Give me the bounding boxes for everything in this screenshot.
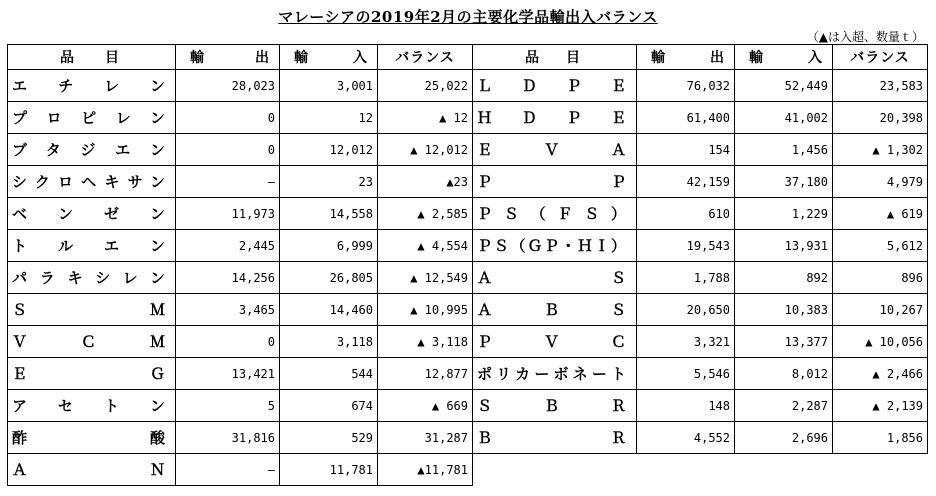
balance-value-right: 4,979: [833, 166, 928, 198]
balance-value-left: ▲ 2,585: [378, 198, 473, 230]
export-value-right: 61,400: [637, 102, 735, 134]
balance-value-left: 12,877: [378, 358, 473, 390]
header-balance-left: バランス: [378, 45, 473, 70]
balance-value-left: 25,022: [378, 70, 473, 102]
header-row: [8, 45, 928, 70]
import-value-left: 544: [280, 358, 378, 390]
import-value-right: 2,696: [735, 422, 833, 454]
balance-value-left: ▲ 10,995: [378, 294, 473, 326]
table-row: [8, 70, 928, 102]
product-name-left: 酢酸: [8, 422, 176, 454]
import-value-right: 1,456: [735, 134, 833, 166]
product-name-left: ＥＧ: [8, 358, 176, 390]
import-value-left: 23: [280, 166, 378, 198]
product-name-right: ＡＳ: [473, 262, 637, 294]
header-export-left: 輸 出: [176, 45, 280, 70]
export-value-left: 0: [176, 326, 280, 358]
import-value-left: 3,118: [280, 326, 378, 358]
product-name-right: ＢＲ: [473, 422, 637, 454]
table-row: [8, 230, 928, 262]
import-value-right: 13,931: [735, 230, 833, 262]
export-value-right: 3,321: [637, 326, 735, 358]
export-value-left: 11,973: [176, 198, 280, 230]
page-title-text: マレーシアの2019年2月の主要化学品輸出入バランス: [278, 8, 658, 26]
import-value-left: 6,999: [280, 230, 378, 262]
product-name-right: ＥＶＡ: [473, 134, 637, 166]
balance-table: [7, 44, 928, 486]
import-value-left: 674: [280, 390, 378, 422]
import-value-right: 41,002: [735, 102, 833, 134]
export-value-left: 2,445: [176, 230, 280, 262]
product-name-left: プロピレン: [8, 102, 176, 134]
export-value-right: 1,788: [637, 262, 735, 294]
import-value-right: 37,180: [735, 166, 833, 198]
product-name-left: ＶＣＭ: [8, 326, 176, 358]
product-name-right: ＰＳ（ＧＰ・ＨＩ）: [473, 230, 637, 262]
export-value-left: 14,256: [176, 262, 280, 294]
export-value-right: 42,159: [637, 166, 735, 198]
export-value-left: 31,816: [176, 422, 280, 454]
header-item-right: 品 目: [473, 45, 637, 70]
balance-value-left: ▲ 12: [378, 102, 473, 134]
balance-value-right: ▲ 2,139: [833, 390, 928, 422]
product-name-right: ＨＤＰＥ: [473, 102, 637, 134]
balance-value-right: ▲ 1,302: [833, 134, 928, 166]
export-value-right: 148: [637, 390, 735, 422]
product-name-right: ＡＢＳ: [473, 294, 637, 326]
header-import-left: 輸 入: [280, 45, 378, 70]
table-row: [8, 326, 928, 358]
balance-value-left: ▲23: [378, 166, 473, 198]
import-value-left: 12,012: [280, 134, 378, 166]
export-value-right: 610: [637, 198, 735, 230]
import-value-right: 2,287: [735, 390, 833, 422]
balance-value-right: ▲ 10,056: [833, 326, 928, 358]
table-row: [8, 422, 928, 454]
table-row: [8, 166, 928, 198]
export-value-left: —: [176, 454, 280, 486]
import-value-left: 12: [280, 102, 378, 134]
import-value-right: 892: [735, 262, 833, 294]
product-name-right: ＳＢＲ: [473, 390, 637, 422]
table-row: [8, 294, 928, 326]
balance-value-right: 23,583: [833, 70, 928, 102]
header-item-left: 品 目: [8, 45, 176, 70]
unit-note: （▲は入超、数量ｔ）: [806, 30, 924, 44]
import-value-left: 3,001: [280, 70, 378, 102]
product-name-left: トルエン: [8, 230, 176, 262]
product-name-right: ＰＳ（ＦＳ）: [473, 198, 637, 230]
product-name-left: ＳＭ: [8, 294, 176, 326]
balance-value-right: 20,398: [833, 102, 928, 134]
empty-cell: [473, 454, 928, 486]
product-name-left: シクロヘキサン: [8, 166, 176, 198]
product-name-left: ベンゼン: [8, 198, 176, 230]
table-row: [8, 262, 928, 294]
export-value-left: —: [176, 166, 280, 198]
import-value-left: 529: [280, 422, 378, 454]
export-value-left: 5: [176, 390, 280, 422]
header-export-right: 輸 出: [637, 45, 735, 70]
table-row: [8, 390, 928, 422]
balance-value-right: ▲ 2,466: [833, 358, 928, 390]
balance-value-right: 10,267: [833, 294, 928, 326]
product-name-left: アセトン: [8, 390, 176, 422]
header-balance-right: バランス: [833, 45, 928, 70]
export-value-left: 0: [176, 134, 280, 166]
export-value-right: 19,543: [637, 230, 735, 262]
import-value-right: 8,012: [735, 358, 833, 390]
import-value-right: 10,383: [735, 294, 833, 326]
product-name-right: ポリカーボネート: [473, 358, 637, 390]
export-value-right: 4,552: [637, 422, 735, 454]
balance-value-left: ▲11,781: [378, 454, 473, 486]
product-name-left: エチレン: [8, 70, 176, 102]
export-value-left: 13,421: [176, 358, 280, 390]
import-value-left: 26,805: [280, 262, 378, 294]
table-row: [8, 454, 928, 486]
balance-value-right: 5,612: [833, 230, 928, 262]
balance-value-left: ▲ 4,554: [378, 230, 473, 262]
table-row: [8, 198, 928, 230]
balance-value-right: ▲ 619: [833, 198, 928, 230]
balance-value-left: ▲ 3,118: [378, 326, 473, 358]
import-value-right: 52,449: [735, 70, 833, 102]
product-name-right: ＬＤＰＥ: [473, 70, 637, 102]
table-row: [8, 102, 928, 134]
export-value-right: 5,546: [637, 358, 735, 390]
export-value-left: 28,023: [176, 70, 280, 102]
import-value-right: 1,229: [735, 198, 833, 230]
product-name-left: パラキシレン: [8, 262, 176, 294]
balance-value-right: 1,856: [833, 422, 928, 454]
balance-value-right: 896: [833, 262, 928, 294]
product-name-left: ＡＮ: [8, 454, 176, 486]
import-value-left: 14,460: [280, 294, 378, 326]
product-name-right: ＰＰ: [473, 166, 637, 198]
balance-value-left: ▲ 669: [378, 390, 473, 422]
balance-value-left: ▲ 12,012: [378, 134, 473, 166]
page-title: [0, 6, 936, 27]
export-value-left: 3,465: [176, 294, 280, 326]
product-name-left: ブタジエン: [8, 134, 176, 166]
export-value-left: 0: [176, 102, 280, 134]
import-value-right: 13,377: [735, 326, 833, 358]
export-value-right: 20,650: [637, 294, 735, 326]
table-row: [8, 358, 928, 390]
table-row: [8, 134, 928, 166]
export-value-right: 154: [637, 134, 735, 166]
balance-value-left: 31,287: [378, 422, 473, 454]
export-value-right: 76,032: [637, 70, 735, 102]
header-import-right: 輸 入: [735, 45, 833, 70]
import-value-left: 11,781: [280, 454, 378, 486]
import-value-left: 14,558: [280, 198, 378, 230]
balance-value-left: ▲ 12,549: [378, 262, 473, 294]
product-name-right: ＰＶＣ: [473, 326, 637, 358]
